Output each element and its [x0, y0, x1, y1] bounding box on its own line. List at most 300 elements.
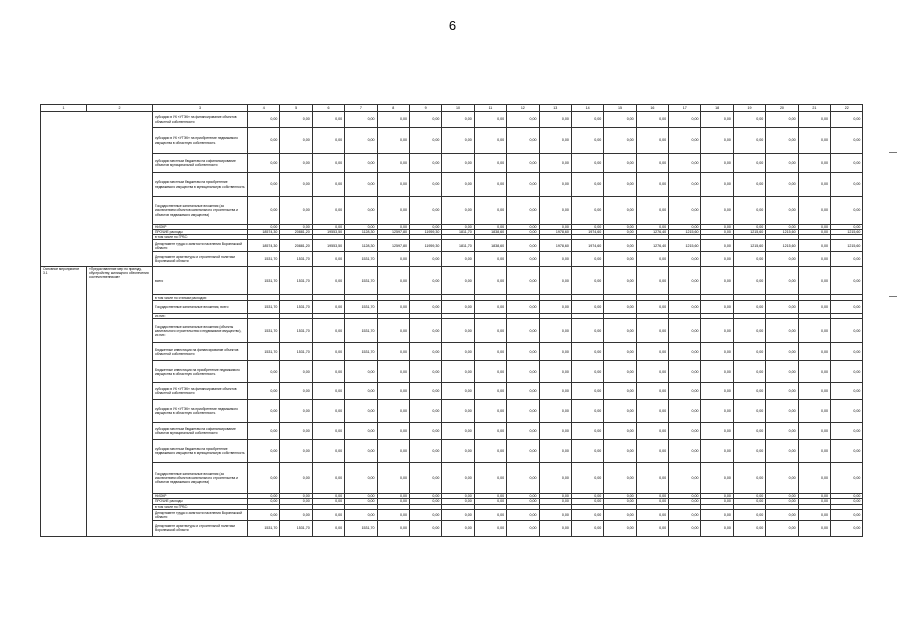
value-cell: 0,00 [733, 252, 765, 267]
value-cell: 0,00 [280, 499, 312, 504]
row-label: субсидии в УК «УТЭК» на финансирование объектов областной собственности [153, 383, 248, 400]
column-number: 13 [539, 105, 571, 112]
table-row [41, 400, 863, 423]
value-cell: 0,00 [766, 343, 798, 361]
value-cell: 1276,40 [636, 230, 668, 235]
value-cell: 0,00 [604, 319, 636, 343]
column-number: 15 [604, 105, 636, 112]
value-cell: 0,00 [280, 494, 312, 499]
value-cell: 0,00 [474, 343, 506, 361]
value-cell: 0,00 [409, 319, 441, 343]
value-cell: 0,00 [312, 463, 344, 494]
value-cell: 0,00 [474, 520, 506, 536]
value-cell: 0,00 [248, 173, 280, 197]
value-cell: 0,00 [766, 440, 798, 463]
value-cell: 1215,60 [831, 240, 863, 252]
value-cell: 0,00 [701, 440, 733, 463]
value-cell: 1531,70 [248, 319, 280, 343]
value-cell: 0,00 [766, 112, 798, 128]
table-row [41, 343, 863, 361]
column-number-row [41, 105, 863, 112]
value-cell: 0,00 [604, 225, 636, 230]
value-cell: 0,00 [571, 509, 603, 520]
value-cell: 0,00 [248, 509, 280, 520]
value-cell: 0,00 [539, 173, 571, 197]
value-cell: 0,00 [539, 383, 571, 400]
row-label: в том числе по ГРБС: [153, 235, 248, 240]
value-cell: 0,00 [766, 520, 798, 536]
value-cell: 1531,70 [345, 520, 377, 536]
value-cell: 0,00 [669, 494, 701, 499]
value-cell: 0,00 [312, 361, 344, 383]
value-cell: 0,00 [604, 520, 636, 536]
value-cell: 0,00 [766, 499, 798, 504]
value-cell: 0,00 [507, 267, 539, 295]
value-cell: 0,00 [377, 301, 409, 314]
value-cell: 0,00 [248, 361, 280, 383]
value-cell: 0,00 [604, 128, 636, 154]
value-cell: 0,00 [831, 494, 863, 499]
value-cell: 0,00 [798, 423, 830, 440]
value-cell: 0,00 [636, 499, 668, 504]
value-cell: 0,00 [248, 400, 280, 423]
value-cell: 0,00 [701, 361, 733, 383]
value-cell: 0,00 [571, 154, 603, 173]
value-cell: 0,00 [507, 400, 539, 423]
value-cell: 0,00 [409, 463, 441, 494]
value-cell: 0,00 [798, 240, 830, 252]
value-cell: 0,00 [409, 361, 441, 383]
activity-code: Основное мероприятие 3.1 [41, 267, 87, 536]
value-cell: 0,00 [766, 494, 798, 499]
value-cell: 20881,20 [280, 240, 312, 252]
value-cell: 0,00 [733, 361, 765, 383]
value-cell: 0,00 [345, 197, 377, 225]
column-number: 20 [766, 105, 798, 112]
value-cell: 0,00 [571, 463, 603, 494]
value-cell: 0,00 [248, 440, 280, 463]
margin-mark [889, 296, 897, 297]
value-cell: 0,00 [539, 343, 571, 361]
value-cell: 0,00 [280, 154, 312, 173]
row-label: из них: [153, 314, 248, 319]
value-cell: 0,00 [733, 400, 765, 423]
value-cell: 0,00 [798, 509, 830, 520]
value-cell: 0,00 [669, 197, 701, 225]
value-cell: 0,00 [409, 499, 441, 504]
value-cell: 1531,70 [345, 267, 377, 295]
value-cell: 0,00 [701, 154, 733, 173]
value-cell: 0,00 [507, 301, 539, 314]
value-cell: 0,00 [798, 301, 830, 314]
value-cell: 0,00 [507, 240, 539, 252]
column-number: 18 [701, 105, 733, 112]
value-cell: 0,00 [539, 494, 571, 499]
value-cell: 0,00 [604, 112, 636, 128]
value-cell: 0,00 [636, 509, 668, 520]
value-cell: 0,00 [701, 383, 733, 400]
value-cell: 1838,60 [474, 240, 506, 252]
value-cell: 0,00 [571, 112, 603, 128]
value-cell: 0,00 [474, 423, 506, 440]
value-cell: 1128,30 [345, 230, 377, 235]
value-cell: 0,00 [442, 463, 474, 494]
value-cell: 1531,70 [280, 520, 312, 536]
value-cell: 0,00 [831, 173, 863, 197]
row-label: Государственные капитальные вложения (объекты капитального строительства и недвижимое имущество), из них: [153, 319, 248, 343]
value-cell: 0,00 [701, 252, 733, 267]
value-cell: 0,00 [798, 361, 830, 383]
value-cell: 0,00 [539, 509, 571, 520]
value-cell: 0,00 [636, 494, 668, 499]
value-cell: 0,00 [798, 463, 830, 494]
value-cell: 0,00 [798, 343, 830, 361]
value-cell: 1531,70 [248, 252, 280, 267]
value-cell: 0,00 [312, 423, 344, 440]
value-cell: 0,00 [280, 383, 312, 400]
value-cell: 0,00 [571, 173, 603, 197]
value-cell: 0,00 [539, 252, 571, 267]
value-cell: 0,00 [831, 301, 863, 314]
value-cell: 0,00 [409, 423, 441, 440]
empty-cell [41, 112, 153, 267]
value-cell: 0,00 [280, 197, 312, 225]
value-cell: 0,00 [442, 319, 474, 343]
value-cell: 1215,60 [766, 230, 798, 235]
value-cell: 0,00 [669, 509, 701, 520]
value-cell: 0,00 [377, 128, 409, 154]
value-cell: 0,00 [831, 225, 863, 230]
table-row [41, 319, 863, 343]
value-cell: 0,00 [345, 499, 377, 504]
row-label: субсидии местным бюджетам на софинансирование объектов муниципальной собственности [153, 154, 248, 173]
value-cell: 0,00 [507, 423, 539, 440]
value-cell: 0,00 [669, 301, 701, 314]
value-cell: 0,00 [377, 267, 409, 295]
value-cell: 1276,40 [636, 240, 668, 252]
value-cell: 0,00 [248, 423, 280, 440]
value-cell: 0,00 [831, 463, 863, 494]
value-cell: 1215,60 [733, 240, 765, 252]
value-cell: 0,00 [474, 509, 506, 520]
value-cell: 0,00 [798, 225, 830, 230]
value-cell: 0,00 [604, 267, 636, 295]
value-cell: 0,00 [831, 319, 863, 343]
value-cell: 0,00 [442, 343, 474, 361]
value-cell: 0,00 [766, 128, 798, 154]
value-cell: 0,00 [604, 343, 636, 361]
value-cell: 0,00 [280, 423, 312, 440]
value-cell: 0,00 [312, 173, 344, 197]
value-cell: 0,00 [701, 423, 733, 440]
value-cell: 0,00 [539, 423, 571, 440]
column-number: 11 [474, 105, 506, 112]
column-number: 14 [571, 105, 603, 112]
value-cell: 0,00 [636, 440, 668, 463]
value-cell: 0,00 [798, 154, 830, 173]
value-cell: 0,00 [377, 423, 409, 440]
value-cell: 1531,70 [280, 319, 312, 343]
value-cell: 0,00 [280, 361, 312, 383]
value-cell: 0,00 [409, 509, 441, 520]
value-cell: 0,00 [831, 267, 863, 295]
value-cell: 0,00 [636, 128, 668, 154]
table-row [41, 301, 863, 314]
value-cell: 0,00 [669, 499, 701, 504]
value-cell: 0,00 [474, 400, 506, 423]
value-cell: 0,00 [507, 520, 539, 536]
value-cell: 0,00 [831, 112, 863, 128]
value-cell: 0,00 [474, 319, 506, 343]
value-cell: 0,00 [312, 319, 344, 343]
value-cell: 0,00 [312, 197, 344, 225]
value-cell: 0,00 [507, 440, 539, 463]
value-cell: 1531,70 [280, 267, 312, 295]
value-cell: 0,00 [474, 361, 506, 383]
value-cell: 0,00 [831, 520, 863, 536]
value-cell: 0,00 [409, 225, 441, 230]
value-cell: 0,00 [474, 197, 506, 225]
value-cell: 0,00 [539, 154, 571, 173]
value-cell: 0,00 [312, 128, 344, 154]
value-cell: 0,00 [377, 440, 409, 463]
value-cell: 1531,70 [248, 301, 280, 314]
value-cell: 1531,70 [248, 343, 280, 361]
table-row [41, 509, 863, 520]
value-cell: 20881,20 [280, 230, 312, 235]
value-cell: 0,00 [571, 423, 603, 440]
budget-table [40, 104, 863, 537]
value-cell: 0,00 [701, 463, 733, 494]
value-cell: 0,00 [636, 301, 668, 314]
value-cell: 0,00 [312, 267, 344, 295]
value-cell: 0,00 [604, 301, 636, 314]
table-row [41, 128, 863, 154]
value-cell: 0,00 [345, 463, 377, 494]
value-cell: 0,00 [345, 361, 377, 383]
value-cell: 1215,60 [831, 230, 863, 235]
value-cell: 1128,30 [345, 240, 377, 252]
value-cell: 0,00 [507, 230, 539, 235]
value-cell: 0,00 [248, 225, 280, 230]
value-cell: 0,00 [345, 112, 377, 128]
value-cell: 0,00 [507, 197, 539, 225]
value-cell: 0,00 [312, 440, 344, 463]
value-cell: 0,00 [474, 301, 506, 314]
value-cell: 0,00 [409, 494, 441, 499]
value-cell: 0,00 [604, 400, 636, 423]
value-cell: 0,00 [507, 112, 539, 128]
value-cell: 0,00 [669, 112, 701, 128]
value-cell: 1811,70 [442, 230, 474, 235]
value-cell: 0,00 [345, 128, 377, 154]
value-cell: 0,00 [733, 225, 765, 230]
value-cell: 0,00 [571, 440, 603, 463]
value-cell: 0,00 [636, 400, 668, 423]
value-cell: 0,00 [831, 499, 863, 504]
value-cell: 0,00 [766, 225, 798, 230]
value-cell: 0,00 [377, 225, 409, 230]
value-cell: 0,00 [345, 440, 377, 463]
column-number: 19 [733, 105, 765, 112]
value-cell: 0,00 [636, 463, 668, 494]
value-cell: 0,00 [604, 361, 636, 383]
value-cell: 0,00 [604, 230, 636, 235]
value-cell: 0,00 [733, 301, 765, 314]
value-cell: 1978,60 [539, 240, 571, 252]
row-label: Департамент архитектуры и строительной политики Воронежской области [153, 520, 248, 536]
value-cell: 0,00 [669, 225, 701, 230]
value-cell: 1531,70 [248, 267, 280, 295]
value-cell: 0,00 [733, 520, 765, 536]
value-cell: 0,00 [798, 520, 830, 536]
value-cell: 0,00 [798, 494, 830, 499]
value-cell: 1531,70 [345, 301, 377, 314]
value-cell: 1978,60 [539, 230, 571, 235]
row-label: Департамент труда и занятости населения Воронежской области [153, 240, 248, 252]
value-cell: 0,00 [312, 383, 344, 400]
value-cell: 0,00 [442, 225, 474, 230]
value-cell: 0,00 [377, 154, 409, 173]
value-cell: 0,00 [831, 252, 863, 267]
value-cell: 0,00 [831, 361, 863, 383]
value-cell: 0,00 [636, 225, 668, 230]
value-cell: 0,00 [701, 128, 733, 154]
value-cell: 0,00 [474, 440, 506, 463]
value-cell: 0,00 [636, 343, 668, 361]
value-cell: 0,00 [507, 509, 539, 520]
row-label: в том числе по ГРБС: [153, 504, 248, 509]
value-cell: 0,00 [669, 267, 701, 295]
value-cell: 1838,60 [474, 230, 506, 235]
table-row [41, 267, 863, 295]
value-cell: 0,00 [539, 225, 571, 230]
value-cell: 0,00 [409, 173, 441, 197]
column-number: 4 [248, 105, 280, 112]
column-number: 21 [798, 105, 830, 112]
value-cell: 1531,70 [248, 520, 280, 536]
value-cell: 0,00 [604, 509, 636, 520]
value-cell: 0,00 [442, 197, 474, 225]
value-cell: 0,00 [701, 520, 733, 536]
value-cell: 1531,70 [345, 252, 377, 267]
value-cell: 0,00 [377, 494, 409, 499]
value-cell: 0,00 [571, 520, 603, 536]
value-cell: 0,00 [345, 494, 377, 499]
column-number: 2 [87, 105, 153, 112]
value-cell: 0,00 [474, 225, 506, 230]
value-cell: 1531,70 [280, 343, 312, 361]
value-cell: 0,00 [766, 154, 798, 173]
table-row [41, 173, 863, 197]
value-cell: 0,00 [345, 154, 377, 173]
column-number: 1 [41, 105, 87, 112]
value-cell: 0,00 [539, 267, 571, 295]
value-cell: 0,00 [604, 440, 636, 463]
value-cell: 11959,30 [409, 240, 441, 252]
value-cell: 12597,80 [377, 230, 409, 235]
value-cell: 0,00 [701, 494, 733, 499]
value-cell: 0,00 [669, 423, 701, 440]
value-cell: 0,00 [733, 154, 765, 173]
value-cell: 0,00 [507, 225, 539, 230]
value-cell: 0,00 [507, 494, 539, 499]
value-cell: 0,00 [831, 400, 863, 423]
value-cell: 0,00 [669, 343, 701, 361]
value-cell: 0,00 [312, 520, 344, 536]
value-cell: 0,00 [248, 383, 280, 400]
value-cell: 0,00 [766, 301, 798, 314]
value-cell: 0,00 [474, 252, 506, 267]
column-number: 3 [153, 105, 248, 112]
value-cell: 0,00 [733, 499, 765, 504]
row-label: ПРОЧИЕ расходы [153, 230, 248, 235]
value-cell: 0,00 [409, 252, 441, 267]
value-cell: 0,00 [831, 509, 863, 520]
column-number: 5 [280, 105, 312, 112]
value-cell: 1531,70 [280, 252, 312, 267]
value-cell: 0,00 [669, 400, 701, 423]
value-cell: 0,00 [571, 301, 603, 314]
value-cell: 0,00 [377, 319, 409, 343]
value-cell: 0,00 [636, 520, 668, 536]
value-cell: 0,00 [312, 112, 344, 128]
value-cell: 0,00 [442, 154, 474, 173]
value-cell: 0,00 [701, 509, 733, 520]
value-cell: 0,00 [733, 509, 765, 520]
value-cell: 0,00 [442, 400, 474, 423]
table-row [41, 440, 863, 463]
value-cell: 0,00 [571, 383, 603, 400]
value-cell: 0,00 [798, 400, 830, 423]
value-cell: 0,00 [377, 173, 409, 197]
row-label: Государственные капитальные вложения, всего [153, 301, 248, 314]
value-cell: 19553,50 [312, 240, 344, 252]
value-cell: 0,00 [539, 463, 571, 494]
value-cell: 0,00 [669, 520, 701, 536]
value-cell: 0,00 [701, 319, 733, 343]
value-cell: 0,00 [604, 423, 636, 440]
value-cell: 0,00 [539, 112, 571, 128]
value-cell: 19553,50 [312, 230, 344, 235]
value-cell: 0,00 [507, 383, 539, 400]
value-cell: 0,00 [442, 301, 474, 314]
value-cell: 0,00 [409, 400, 441, 423]
value-cell: 0,00 [474, 128, 506, 154]
value-cell: 0,00 [831, 343, 863, 361]
value-cell: 0,00 [280, 128, 312, 154]
value-cell: 0,00 [604, 154, 636, 173]
value-cell: 0,00 [701, 343, 733, 361]
value-cell: 0,00 [442, 520, 474, 536]
value-cell: 0,00 [248, 499, 280, 504]
value-cell: 0,00 [636, 197, 668, 225]
value-cell: 0,00 [507, 173, 539, 197]
value-cell: 1531,70 [345, 343, 377, 361]
margin-mark [889, 152, 897, 153]
value-cell: 0,00 [571, 225, 603, 230]
value-cell: 0,00 [507, 361, 539, 383]
value-cell: 0,00 [831, 154, 863, 173]
value-cell: 0,00 [409, 128, 441, 154]
value-cell: 0,00 [248, 128, 280, 154]
value-cell: 0,00 [766, 463, 798, 494]
value-cell: 0,00 [312, 499, 344, 504]
value-cell: 0,00 [733, 463, 765, 494]
value-cell: 0,00 [571, 252, 603, 267]
value-cell: 0,00 [733, 267, 765, 295]
column-number: 10 [442, 105, 474, 112]
